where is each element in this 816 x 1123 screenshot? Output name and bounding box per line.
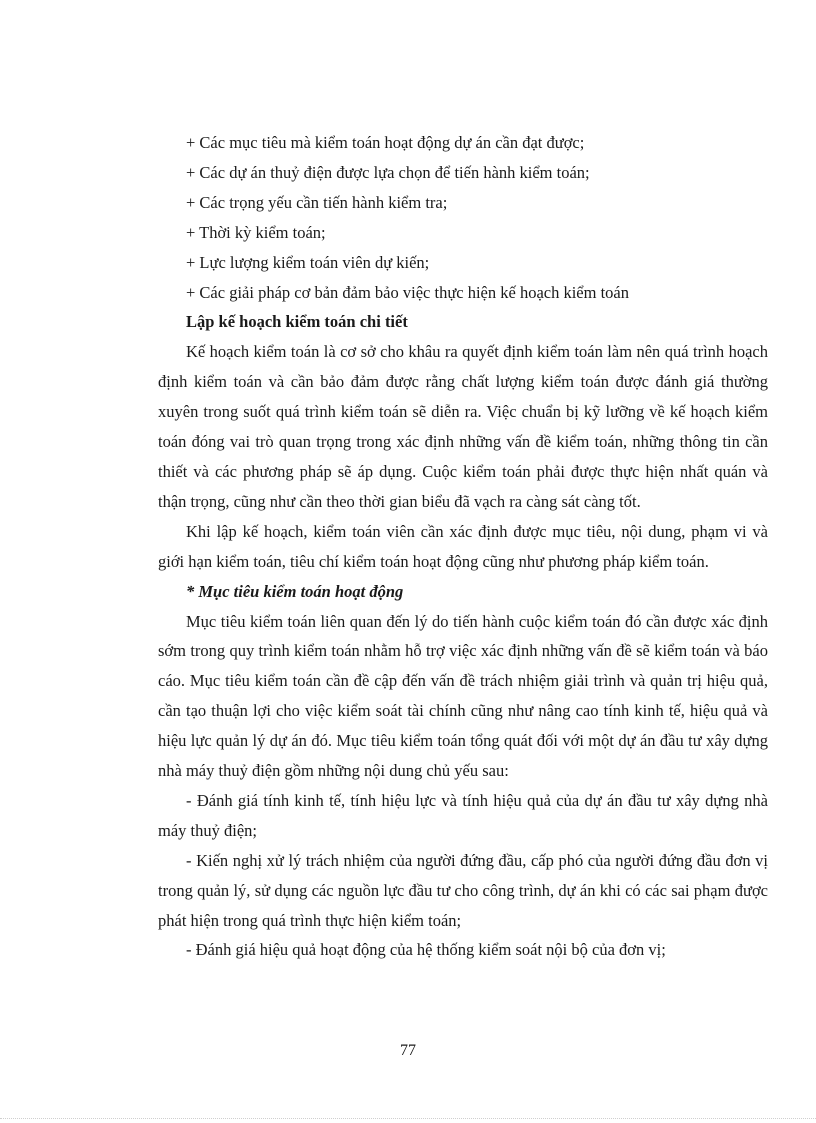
bullet-item: + Lực lượng kiểm toán viên dự kiến; <box>186 252 430 272</box>
page-bottom-divider <box>0 1118 816 1119</box>
paragraph-when-planning: Khi lập kế hoạch, kiểm toán viên cần xác định được mục tiêu, nội dung, phạm vi và giới hạn kiểm toán, tiêu chí kiểm toán hoạt động cũng như phương pháp kiểm toán. <box>158 521 768 571</box>
page-body <box>158 128 768 965</box>
bullet-item: + Các giải pháp cơ bản đảm bảo việc thực hiện kế hoạch kiểm toán <box>186 282 629 302</box>
paragraph-plan: Kế hoạch kiểm toán là cơ sở cho khâu ra quyết định kiểm toán làm nên quá trình hoạch định kiểm toán và cần bảo đảm được rằng chất lượng kiểm toán được đánh giá thường xuyên trong suốt quá trình kiểm toán sẽ diễn ra. Việc chuẩn bị kỹ lưỡng về kế hoạch kiểm toán đóng vai trò quan trọng trong xác định những vấn đề kiểm toán, những thông tin cần thiết và các phương pháp sẽ áp dụng. Cuộc kiểm toán phải được thực hiện nhất quán và thận trọng, cũng như cần theo thời gian biểu đã vạch ra càng sát càng tốt. <box>158 342 768 511</box>
bullet-item: + Các dự án thuỷ điện được lựa chọn để tiến hành kiểm toán; <box>186 162 590 182</box>
section-heading-detail-plan: Lập kế hoạch kiểm toán chi tiết <box>186 312 408 332</box>
paragraph-objectives: Mục tiêu kiểm toán liên quan đến lý do tiến hành cuộc kiểm toán đó cần được xác định sớm trong quy trình kiểm toán nhằm hỗ trợ việc xác định những vấn đề sẽ kiểm toán và báo cáo. Mục tiêu kiểm toán cần đề cập đến vấn đề trách nhiệm giải trình và quản trị hiệu quả, cần tạo thuận lợi cho việc kiểm soát tài chính cũng như nâng cao tính kinh tế, hiệu quả và hiệu lực quản lý dự án đó. Mục tiêu kiểm toán tổng quát đối với một dự án đầu tư xây dựng nhà máy thuỷ điện gồm những nội dung chủ yếu sau: <box>158 611 768 781</box>
bullet-item: + Các mục tiêu mà kiểm toán hoạt động dự án cần đạt được; <box>186 133 585 152</box>
page-number: 77 <box>400 1042 416 1059</box>
dash-item: - Đánh giá tính kinh tế, tính hiệu lực và tính hiệu quả của dự án đầu tư xây dựng nhà máy thuỷ điện; <box>158 790 768 840</box>
bullet-item: + Các trọng yếu cần tiến hành kiểm tra; <box>186 192 448 212</box>
dash-item: - Kiến nghị xử lý trách nhiệm của người đứng đầu, cấp phó của người đứng đầu đơn vị trong quản lý, sử dụng các nguồn lực đầu tư cho công trình, dự án khi có các sai phạm được phát hiện trong quá trình thực hiện kiểm toán; <box>158 850 768 930</box>
dash-item: - Đánh giá hiệu quả hoạt động của hệ thống kiểm soát nội bộ của đơn vị; <box>186 940 666 960</box>
bullet-item: + Thời kỳ kiểm toán; <box>186 222 326 242</box>
section-heading-objectives: * Mục tiêu kiểm toán hoạt động <box>186 581 404 601</box>
